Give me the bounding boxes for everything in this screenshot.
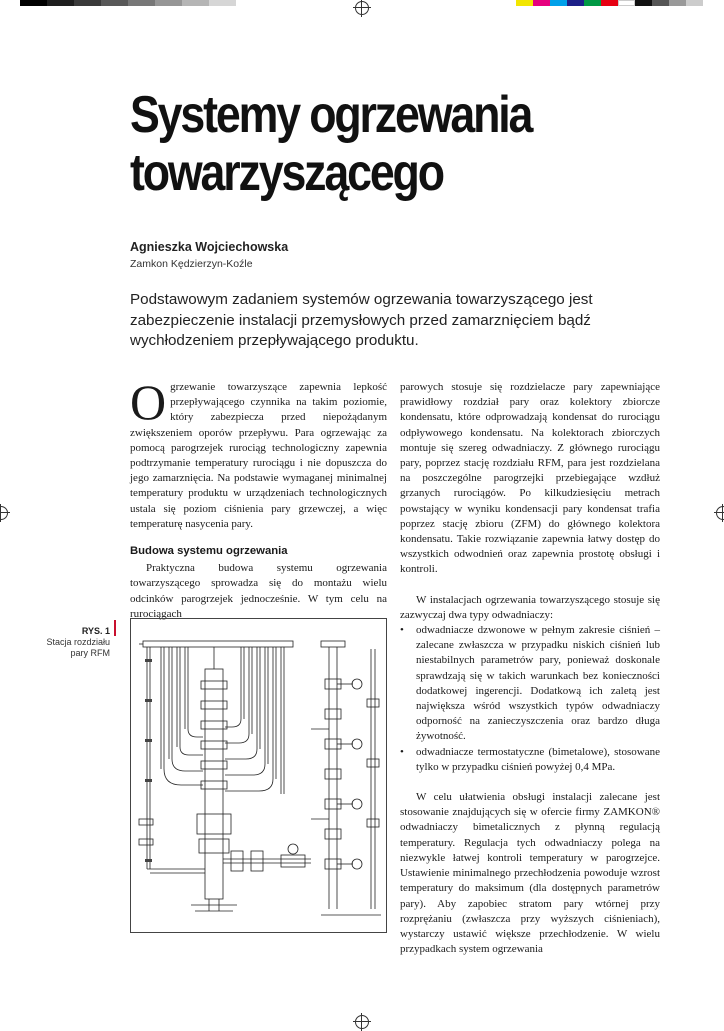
color-calibration-bar-grayscale <box>20 0 236 6</box>
body-column-right <box>400 380 660 957</box>
registration-mark-icon <box>716 506 724 520</box>
figure-frame <box>130 618 387 933</box>
lead-paragraph: Podstawowym zadaniem systemów ogrzewania towarzyszącego jest zabezpieczenie instalacji przemysłowych przed zamarznięciem bądź wychłodzeniem przepływającego produktu. <box>130 291 593 349</box>
figure-number: RYS. 1 <box>81 626 110 636</box>
body-paragraph: W instalacjach ogrzewania towarzyszącego stosuje się zazwyczaj dwa typy odwadniaczy: <box>400 593 660 621</box>
drop-cap: O <box>130 374 167 430</box>
body-paragraph: W celu ułatwienia obsługi instalacji zalecane jest stosowanie znajdujących się w ofercie firmy ZAMKON® odwadniaczy bimetalicznych z płynną regulacją temperatury. Regulacja tych odwadniaczy polega na niezwykle łatwej kontroli temperatury w parogrzejce. Ustawienie minimalnego przechłodzenia powoduje wzrost temperatury do maksimum (dla dostępnych parametrów pary). Aby zapobiec stratom pary wtórnej przy rozprężaniu (zwłaszcza przy wyższych ciśnieniach), wystarczy ustawić większe przechłodzenie. W wielu przypadkach system ogrzewania <box>400 791 660 956</box>
body-column-left <box>130 374 387 622</box>
bullet-list <box>400 623 660 775</box>
technical-drawing-icon <box>131 619 386 932</box>
intro-paragraph: Ogrzewanie towarzyszące zapewnia lepkość przepływającego czynnika na takim poziomie, który zabezpiecza przed niepożądanym zwiększeniem oporów przepływu. Para ogrzewając za pomocą parogrzejek rurociąg technologiczny zapewnia podtrzymanie temperatury rurociągu i nie dopuszcza do jego zamarznięcia. Na podstawie wymaganej minimalnej temperatury produktu w urządzeniach technologicznych ustala się poziom ciśnienia pary grzewczej, a więc temperaturę nasycenia pary. <box>130 374 387 530</box>
author-name: Agnieszka Wojciechowska <box>130 240 289 254</box>
article-title: Systemy ogrzewania towarzyszącego <box>130 86 532 202</box>
figure-caption <box>30 626 110 659</box>
figure-accent-bar <box>114 620 116 636</box>
list-item: • odwadniacze dzwonowe w pełnym zakresie ciśnień – zalecane zwłaszcza w przypadku niskich ciśnień lub niestabilnych parametrów pary, ponieważ doskonale sprawdzają się w takich warunkach bez konieczności dodatkowej ingerencji. Dodatkową ich zaletą jest największa wśród wszystkich typów odwadniaczy odporność na zanieczyszczenia oraz bardzo długa żywotność. <box>416 623 660 745</box>
body-paragraph: parowych stosuje się rozdzielacze pary zapewniające prawidłowy rozdział pary oraz kolektory zbiorcze kondensatu, które odprowadzają kondensat do rurociągu odpływowego kondensatu. Na kolektorach zbiorczych montuje się szereg odwadniaczy. Z głównego rurociągu pary, poprzez stację rozdziału RFM, para jest rozdzielana na poszczególne parogrzejki przebiegające wzdłuż grzanych rurociągów. Po kilkudziesięciu metrach powstający w wyniku kondensacji pary kondensat trafia poprzez stację zbioru (ZFM) do głównego kolektora kondensatu. Takie rozwiązanie zapewnia łatwy dostęp do wszystkich odwodnień oraz zapewnia prostotę obsługi i kontroli. <box>400 381 660 576</box>
registration-mark-icon <box>355 1 369 15</box>
body-paragraph: Praktyczna budowa systemu ogrzewania towarzyszącego sprowadza się do montażu wielu odcinków parogrzejek jednocześnie. W tym celu na rurociągach <box>130 562 387 620</box>
figure-caption-text: Stacja rozdziału pary RFM <box>46 637 110 658</box>
author-affiliation: Zamkon Kędzierzyn-Koźle <box>130 258 253 270</box>
registration-mark-icon <box>355 1015 369 1029</box>
registration-mark-icon <box>0 506 8 520</box>
color-calibration-bar-cmyk <box>516 0 703 6</box>
section-heading: Budowa systemu ogrzewania <box>130 545 288 558</box>
list-item: • odwadniacze termostatyczne (bimetalowe), stosowane tylko w przypadku ciśnień powyżej 0,4 MPa. <box>416 745 660 775</box>
